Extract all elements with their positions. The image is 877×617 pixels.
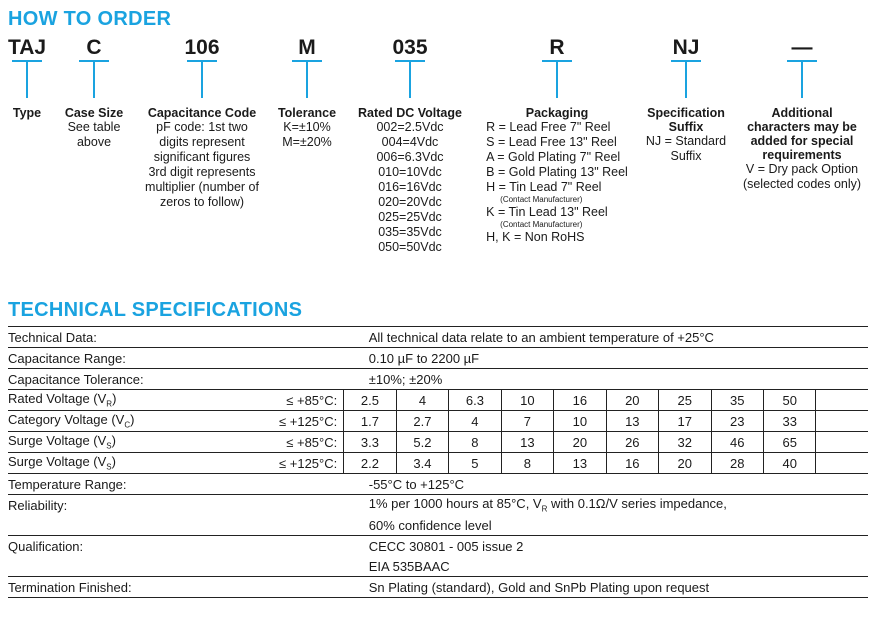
table-row	[8, 474, 868, 495]
voltage-cell: 25	[659, 390, 711, 411]
packaging-note: (Contact Manufacturer)	[500, 195, 583, 204]
spec-value: 60% confidence level	[344, 515, 868, 536]
voltage-cell	[816, 390, 868, 411]
voltage-line: 016=16Vdc	[378, 180, 442, 194]
voltage-line: 020=20Vdc	[378, 195, 442, 209]
code-capacitance: 106	[184, 36, 220, 59]
spec-label: Rated Voltage $(V_R)$	[8, 390, 232, 411]
voltage-cell: 6.3	[449, 390, 501, 411]
spec-label: Category Voltage $(V_C)$	[8, 411, 232, 432]
voltage-cell: 28	[711, 453, 763, 474]
code-voltage: 035	[392, 36, 428, 59]
case-size-line: above	[76, 135, 112, 149]
capacitance-code-line: digits represent	[159, 135, 245, 149]
bracket-voltage	[395, 60, 425, 100]
capacitance-code-line: multiplier (number of	[145, 180, 259, 194]
spec-condition: ≤ +85°C:	[232, 432, 344, 453]
code-tolerance: M	[298, 36, 316, 59]
voltage-cell: 16	[554, 390, 606, 411]
voltage-cell: 3.3	[344, 432, 396, 453]
capacitance-code-line: pF code: 1st two	[156, 120, 248, 134]
voltage-cell: 1.7	[344, 411, 396, 432]
spec-suffix-title: Specification	[647, 106, 725, 120]
voltage-cell: 65	[763, 432, 815, 453]
voltage-cell	[816, 411, 868, 432]
voltage-cell: 13	[501, 432, 553, 453]
voltage-cell: 3.4	[396, 453, 448, 474]
voltage-line: 002=2.5Vdc	[376, 120, 444, 134]
voltage-cell: 2.5	[344, 390, 396, 411]
capacitance-code-title: Capacitance Code	[147, 106, 257, 120]
voltage-line: 035=35Vdc	[378, 225, 442, 239]
bracket-packaging	[542, 60, 572, 100]
additional-line: V = Dry pack Option	[745, 162, 859, 176]
voltage-cell: 4	[449, 411, 501, 432]
spec-label: Termination Finished:	[8, 577, 344, 598]
table-row	[8, 369, 868, 390]
voltage-cell: 32	[659, 432, 711, 453]
voltage-cell: 50	[763, 390, 815, 411]
table-row	[8, 515, 868, 536]
capacitance-code-line: zeros to follow)	[159, 195, 245, 209]
spec-table	[8, 326, 868, 598]
table-row	[8, 327, 868, 348]
table-row	[8, 577, 868, 598]
voltage-cell: 35	[711, 390, 763, 411]
spec-label: Capacitance Tolerance:	[8, 369, 344, 390]
spec-label: Reliability:	[8, 497, 68, 513]
table-row	[8, 432, 868, 453]
table-row	[8, 556, 868, 577]
voltage-line: 010=10Vdc	[378, 165, 442, 179]
additional-title: characters may be	[747, 120, 857, 134]
spec-value: EIA 535BAAC	[344, 556, 868, 577]
table-row	[8, 495, 868, 516]
packaging-note: (Contact Manufacturer)	[500, 220, 583, 229]
voltage-cell: 20	[554, 432, 606, 453]
additional-title: requirements	[762, 148, 842, 162]
case-size-description	[65, 106, 123, 150]
bracket-capacitance	[187, 60, 217, 100]
voltage-cell: 23	[711, 411, 763, 432]
voltage-line: 006=6.3Vdc	[376, 150, 444, 164]
voltage-cell: 8	[449, 432, 501, 453]
tolerance-line: M=±20%	[282, 135, 332, 149]
table-row	[8, 390, 868, 411]
spec-label: Capacitance Range:	[8, 348, 344, 369]
rated-dc-voltage-title: Rated DC Voltage	[358, 106, 462, 120]
voltage-cell: 10	[554, 411, 606, 432]
voltage-cell	[816, 453, 868, 474]
case-size-line: See table	[67, 120, 121, 134]
rated-dc-voltage-description	[358, 106, 462, 255]
spec-suffix-line: NJ = Standard	[645, 134, 727, 148]
voltage-cell: 13	[606, 411, 658, 432]
spec-label: Technical Data:	[8, 327, 344, 348]
voltage-line: 050=50Vdc	[378, 240, 442, 254]
spec-label: Temperature Range:	[8, 474, 344, 495]
additional-title: Additional	[771, 106, 833, 120]
voltage-cell: 13	[554, 453, 606, 474]
packaging-line: H, K = Non RoHS	[486, 230, 585, 244]
voltage-cell: 40	[763, 453, 815, 474]
voltage-cell: 46	[711, 432, 763, 453]
voltage-cell: 33	[763, 411, 815, 432]
voltage-cell: 26	[606, 432, 658, 453]
voltage-line: 004=4Vdc	[381, 135, 439, 149]
code-spec-suffix: NJ	[672, 36, 700, 59]
spec-value: 1% per 1000 hours at 85°C, $V_R$ with 0.1Ω/V series impedance,	[368, 496, 727, 514]
code-packaging: R	[549, 36, 565, 59]
additional-description	[743, 106, 861, 192]
spec-label	[8, 515, 344, 536]
voltage-cell: 16	[606, 453, 658, 474]
type-description	[13, 106, 41, 120]
spec-condition: ≤ +85°C:	[232, 390, 344, 411]
packaging-line: S = Lead Free 13" Reel	[486, 135, 617, 149]
voltage-cell: 4	[396, 390, 448, 411]
spec-value: -55°C to +125°C	[344, 474, 868, 495]
code-case-size: C	[86, 36, 102, 59]
capacitance-code-description	[145, 106, 259, 210]
voltage-cell: 5	[449, 453, 501, 474]
bracket-additional	[787, 60, 817, 100]
voltage-cell: 10	[501, 390, 553, 411]
spec-suffix-title: Suffix	[668, 120, 704, 134]
additional-line: (selected codes only)	[742, 177, 862, 191]
table-row	[8, 536, 868, 557]
spec-label: Surge Voltage $(V_S)$	[8, 432, 232, 453]
spec-value: Sn Plating (standard), Gold and SnPb Plating upon request	[344, 577, 868, 598]
table-row	[8, 348, 868, 369]
packaging-line: K = Tin Lead 13" Reel	[486, 205, 608, 219]
bracket-type	[12, 60, 42, 100]
spec-suffix-description	[646, 106, 726, 164]
voltage-line: 025=25Vdc	[378, 210, 442, 224]
case-size-title: Case Size	[64, 106, 124, 120]
voltage-cell: 2.7	[396, 411, 448, 432]
packaging-line: A = Gold Plating 7" Reel	[486, 150, 621, 164]
voltage-cell: 2.2	[344, 453, 396, 474]
voltage-cell: 8	[501, 453, 553, 474]
spec-label: Qualification:	[8, 538, 84, 554]
code-type: TAJ	[7, 36, 47, 59]
tolerance-line: K=±10%	[283, 120, 331, 134]
voltage-cell	[816, 432, 868, 453]
voltage-cell: 7	[501, 411, 553, 432]
bracket-case-size	[79, 60, 109, 100]
bracket-spec-suffix	[671, 60, 701, 100]
tolerance-description	[278, 106, 336, 150]
capacitance-code-line: significant figures	[153, 150, 251, 164]
packaging-line: R = Lead Free 7" Reel	[486, 120, 611, 134]
voltage-cell: 20	[659, 453, 711, 474]
voltage-cell: 17	[659, 411, 711, 432]
type-title: Type	[12, 106, 42, 120]
table-row	[8, 453, 868, 474]
code-additional: —	[791, 36, 813, 59]
how-to-order-heading: HOW TO ORDER	[8, 8, 172, 30]
bracket-tolerance	[292, 60, 322, 100]
packaging-title: Packaging	[525, 106, 589, 120]
spec-value: 0.10 µF to 2200 µF	[344, 348, 868, 369]
voltage-cell: 20	[606, 390, 658, 411]
spec-condition: ≤ +125°C:	[232, 453, 344, 474]
spec-label	[8, 556, 344, 577]
spec-suffix-line: Suffix	[670, 149, 702, 163]
additional-title: added for special	[750, 134, 854, 148]
packaging-description	[486, 106, 628, 245]
spec-condition: ≤ +125°C:	[232, 411, 344, 432]
technical-specifications-heading: TECHNICAL SPECIFICATIONS	[8, 299, 303, 321]
spec-value: CECC 30801 - 005 issue 2	[368, 538, 524, 554]
packaging-line: B = Gold Plating 13" Reel	[486, 165, 628, 179]
spec-value: All technical data relate to an ambient temperature of +25°C	[344, 327, 868, 348]
voltage-cell: 5.2	[396, 432, 448, 453]
capacitance-code-line: 3rd digit represents	[148, 165, 256, 179]
packaging-line: H = Tin Lead 7" Reel	[486, 180, 602, 194]
spec-value: ±10%; ±20%	[344, 369, 868, 390]
spec-label: Surge Voltage $(V_S)$	[8, 453, 232, 474]
tolerance-title: Tolerance	[277, 106, 337, 120]
table-row	[8, 411, 868, 432]
